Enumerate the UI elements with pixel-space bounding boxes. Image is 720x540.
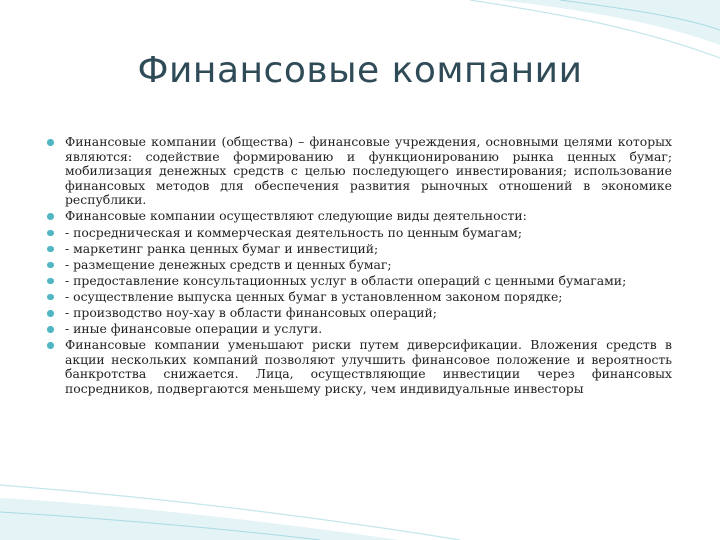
slide-title: Финансовые компании xyxy=(137,50,583,91)
bullet-dot-icon xyxy=(47,326,54,333)
bullet-dot-icon xyxy=(47,139,54,146)
bullet-item xyxy=(44,338,672,396)
bullet-item xyxy=(44,322,672,337)
bullet-item xyxy=(44,290,672,305)
bullet-text: - иные финансовые операции и услуги. xyxy=(65,321,323,337)
bullet-text: Финансовые компании осуществляют следующие виды деятельности: xyxy=(65,208,527,224)
bullet-dot-icon xyxy=(47,278,54,285)
bullet-list xyxy=(44,135,672,398)
bullet-text: - посредническая и коммерческая деятельность по ценным бумагам; xyxy=(65,224,522,240)
bullet-dot-icon xyxy=(47,230,54,237)
bullet-dot-icon xyxy=(47,262,54,269)
bullet-item xyxy=(44,258,672,273)
bullet-text: - размещение денежных средств и ценных бумаг; xyxy=(65,256,392,272)
bullet-item xyxy=(44,306,672,321)
bullet-item xyxy=(44,274,672,289)
bullet-text: - осуществление выпуска ценных бумаг в установленном законом порядке; xyxy=(65,288,563,304)
bullet-item xyxy=(44,209,672,224)
bullet-text: - предоставление консультационных услуг в области операций с ценными бумагами; xyxy=(65,272,627,288)
bullet-item xyxy=(44,226,672,241)
bullet-dot-icon xyxy=(47,342,54,349)
bullet-item xyxy=(44,242,672,257)
bullet-text: - маркетинг ранка ценных бумаг и инвестиций; xyxy=(65,240,379,256)
bullet-text: Финансовые компании уменьшают риски путем диверсификации. Вложения средств в акции нескольких компаний позволяют улучшить финансовое положение и вероятность банкротства снижается. Лица, осуществляющие инвестиции через финансовых посредников, подвергаются меньшему риску, чем индивидуальные инвесторы xyxy=(65,337,672,396)
bullet-dot-icon xyxy=(47,294,54,301)
bullet-item xyxy=(44,135,672,208)
bullet-dot-icon xyxy=(47,246,54,253)
bullet-text: Финансовые компании (общества) – финансовые учреждения, основными целями которых являются: содействие формированию и функционированию рынка ценных бумаг; мобилизация денежных средств с целью последующего инвестирования; использование финансовых методов для обеспечения развития рыночных отношений в экономике республики. xyxy=(65,134,672,208)
bullet-dot-icon xyxy=(47,213,54,220)
bullet-text: - производство ноу-хау в области финансовых операций; xyxy=(65,305,437,321)
bullet-dot-icon xyxy=(47,310,54,317)
